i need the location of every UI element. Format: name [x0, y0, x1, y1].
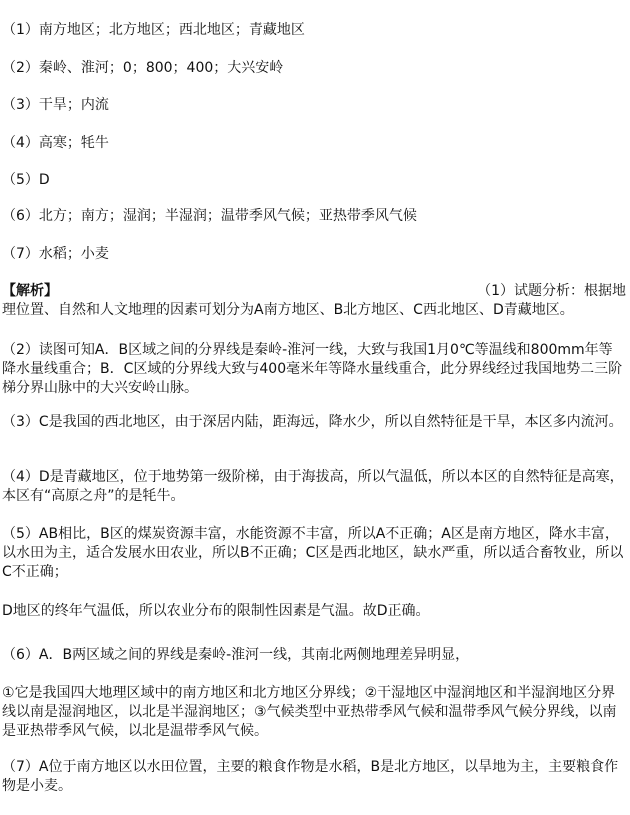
circled-number-1: ①	[2, 685, 15, 701]
answer-1: （1）南方地区；北方地区；西北地区；青藏地区	[2, 22, 305, 38]
analysis-p1-body: 理位置、自然和人文地理的因素可划分为A南方地区、B北方地区、C西北地区、D青藏地区。	[2, 302, 574, 318]
analysis-p7: （7）A位于南方地区以水田位置，主要的粮食作物是水稻，B是北方地区，以旱地为主，主要粮食作物是小麦。	[2, 759, 619, 794]
analysis-p5b: D地区的终年气温低，所以农业分布的限制性因素是气温。故D正确。	[2, 603, 430, 619]
analysis-p6-point-3: 气候类型中亚热带季风气候和温带季风气候分界线，以南是亚热带季风气候，以北是温带季风气候。	[2, 704, 617, 739]
answer-6: （6）北方；南方；湿润；半湿润；温带季风气候；亚热带季风气候	[2, 208, 417, 224]
analysis-p1-head: （1）试题分析：根据地	[477, 283, 626, 299]
analysis-p3: （3）C是我国的西北地区，由于深居内陆，距海远，降水少，所以自然特征是干旱，本区多内流河。	[2, 414, 623, 430]
answer-7: （7）水稻；小麦	[2, 246, 109, 262]
analysis-p4: （4）D是青藏地区，位于地势第一级阶梯，由于海拔高，所以气温低，所以本区的自然特征是高寒，本区有“高原之舟”的是牦牛。	[2, 469, 624, 504]
analysis-p6-points	[2, 684, 626, 741]
analysis-p6-point-2: 干湿地区中湿润地区和半湿润地区分界线以南是湿润地区，以北是半湿润地区；	[2, 685, 616, 720]
answer-5: （5）D	[2, 172, 50, 188]
analysis-p6: （6）A．B两区域之间的界线是秦岭-淮河一线，其南北两侧地理差异明显，	[2, 647, 470, 663]
analysis-p5: （5）AB相比，B区的煤炭资源丰富，水能资源不丰富，所以A不正确；A区是南方地区，降水丰富，以水田为主，适合发展水田农业，所以B不正确；C区是西北地区，缺水严重，所以适合畜牧业，所以C不正确；	[2, 526, 624, 580]
analysis-p6-point-1: 它是我国四大地理区域中的南方地区和北方地区分界线；	[14, 685, 365, 701]
analysis-p2: （2）读图可知A．B区域之间的分界线是秦岭-淮河一线，大致与我国1月0℃等温线和800mm年等降水量线重合；B．C区域的分界线大致与400毫米年等降水量线重合，此分界线经过我国地势二三阶梯分界山脉中的大兴安岭山脉。	[2, 342, 623, 396]
analysis-label: 【解析】	[2, 283, 58, 299]
answer-4: （4）高寒；牦牛	[2, 135, 109, 151]
answer-3: （3）干旱；内流	[2, 97, 109, 113]
circled-number-3: ③	[254, 704, 267, 720]
circled-number-2: ②	[364, 685, 378, 701]
answer-2: （2）秦岭、淮河；0；800；400；大兴安岭	[2, 60, 284, 76]
